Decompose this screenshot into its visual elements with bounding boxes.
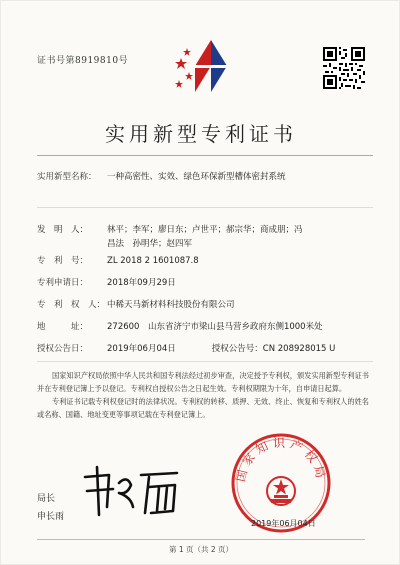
- body-paragraph-2: 专利证书记载专利权登记时的法律状况。专利权的转移、质押、无效、终止、恢复和专利权人的姓名或名称、国籍、地址变更等事项记载在专利登记簿上。: [37, 397, 369, 419]
- director-signature: [79, 463, 189, 518]
- qr-code-icon: [323, 47, 365, 89]
- seal-text: 国家知识产权局: [233, 436, 329, 484]
- patentee-label: 专 利 权 人：: [37, 300, 106, 310]
- director-title: 局长: [37, 494, 56, 504]
- grant-number: CN 208928015 U: [262, 344, 336, 354]
- director-name: 申长雨: [37, 512, 65, 522]
- address: 272600 山东省济宁市梁山县马营乡政府东侧1000米处: [107, 322, 323, 332]
- grant-number-label: 授权公告号：: [211, 344, 263, 354]
- body-paragraph-1: 国家知识产权局依照中华人民共和国专利法经过初步审查，决定授予专利权，颁发实用新型专利证书并在专利登记簿上予以登记。专利权自授权公告之日起生效。专利权期限为十年，自申请日起算。: [37, 371, 369, 393]
- national-emblem-icon: [267, 477, 295, 505]
- patent-office-logo-icon: [171, 36, 241, 96]
- body-divider: [37, 361, 373, 362]
- inventors-label: 发 明 人：: [37, 225, 89, 235]
- utility-model-name: 一种高密性、实效、绿色环保新型槽体密封系统: [107, 172, 286, 182]
- title-divider: [37, 155, 373, 156]
- address-label: 地 址：: [37, 322, 89, 332]
- footer-divider: [37, 539, 365, 540]
- certificate-title: 实用新型专利证书: [105, 122, 297, 146]
- grant-date: 2019年06月04日: [107, 344, 176, 354]
- inventors-value: 林平；李军；廖日东；卢世平；郝宗华；商成朋；冯昌法 孙明华；赵四军: [107, 225, 303, 249]
- certificate-body: [37, 369, 369, 421]
- patent-number-label: 专 利 号：: [37, 256, 89, 266]
- utility-model-label: 实用新型名称：: [37, 172, 97, 182]
- grant-row: [37, 342, 335, 354]
- patent-number-row: [37, 254, 199, 266]
- utility-model-row: [37, 170, 286, 182]
- page-indicator: 第 1 页（共 2 页）: [168, 545, 234, 554]
- seal-date: 2019年06月04日: [251, 519, 316, 528]
- patentee-row: [37, 298, 235, 310]
- patent-number: ZL 2018 2 1601087.8: [107, 256, 199, 266]
- certificate-number: 证书号第8919810号: [37, 56, 129, 66]
- filing-date-label: 专利申请日：: [37, 278, 89, 288]
- section-divider: [37, 207, 373, 208]
- filing-date-row: [37, 276, 176, 288]
- patentee: 中稀天马新材料科技股份有限公司: [107, 300, 235, 310]
- address-row: [37, 320, 323, 332]
- filing-date: 2018年09月29日: [107, 278, 176, 288]
- grant-date-label: 授权公告日：: [37, 344, 89, 354]
